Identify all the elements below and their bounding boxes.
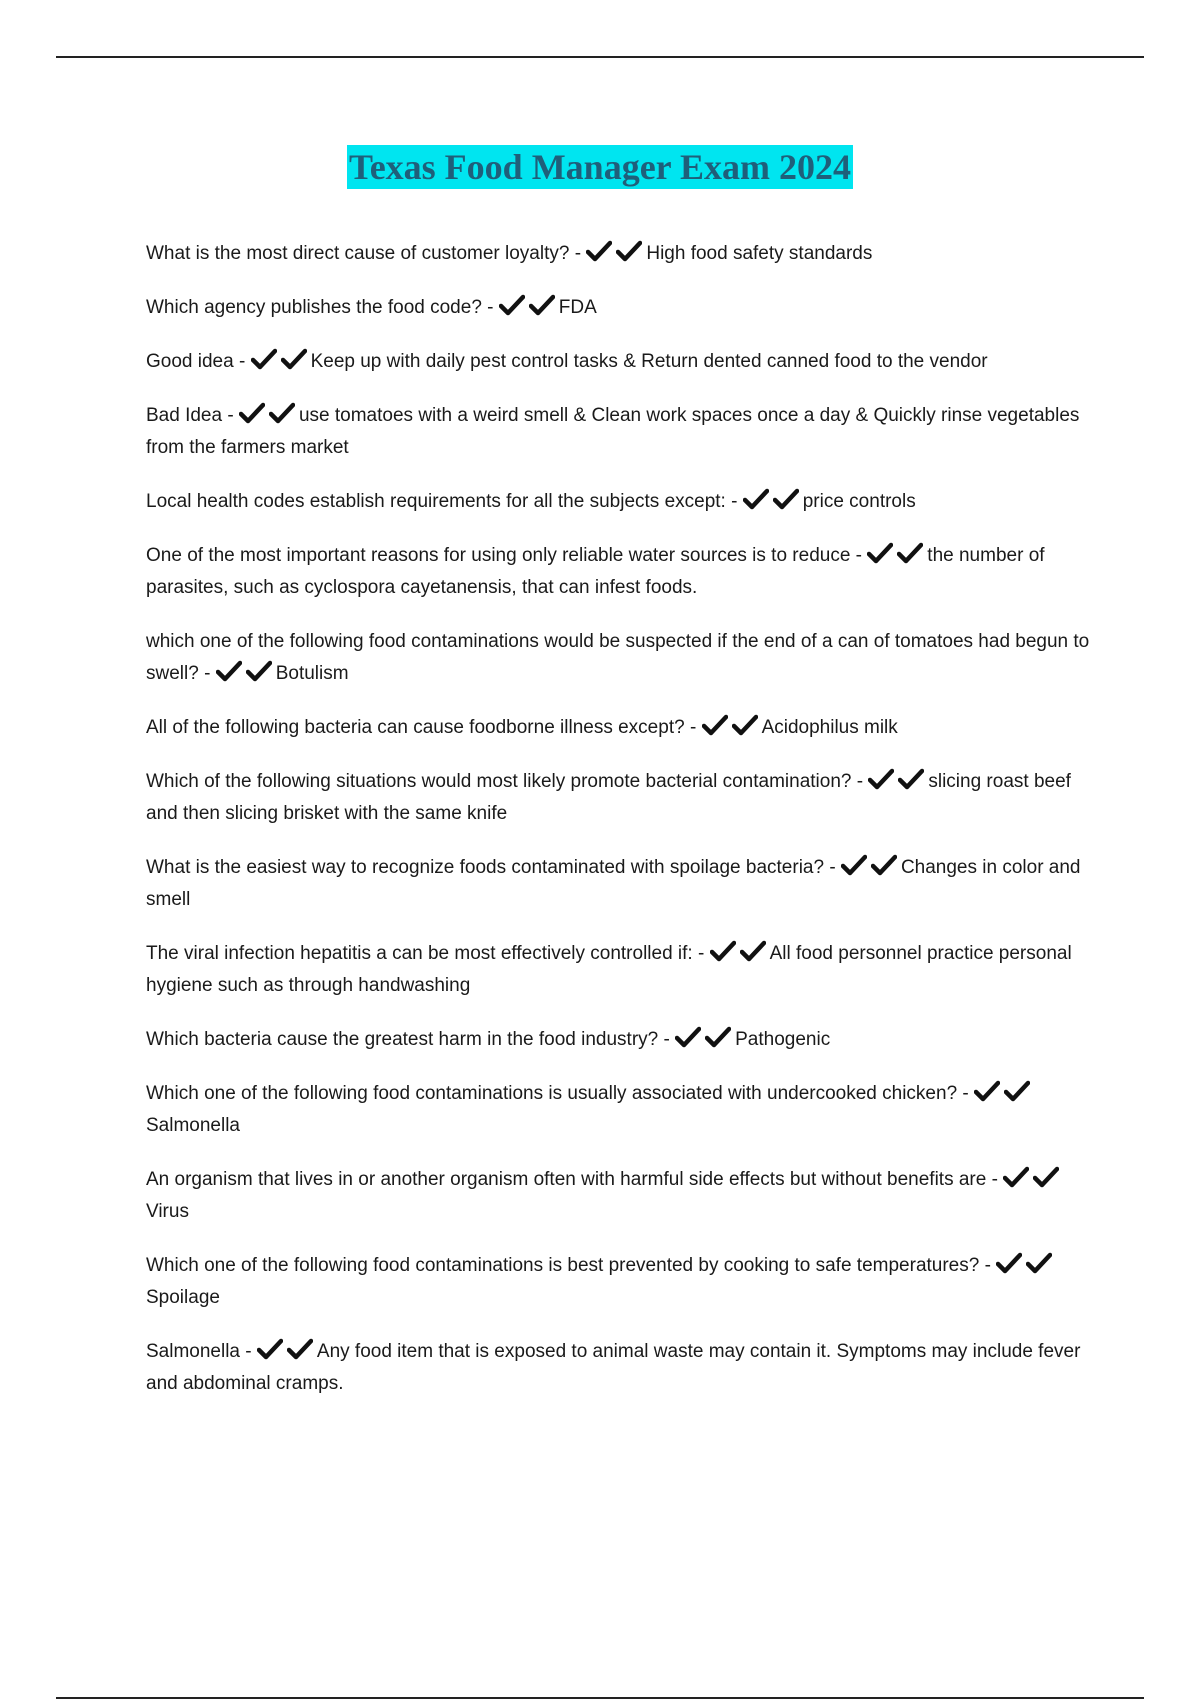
answer-text: All food personnel practice personal hygiene such as through handwashing (146, 943, 1072, 996)
qa-item (146, 712, 1096, 744)
qa-item (146, 1024, 1096, 1056)
answer-marker (499, 294, 555, 316)
answer-text: the number of parasites, such as cyclospora cayetanensis, that can infest foods. (146, 545, 1045, 598)
answer-marker (586, 240, 642, 262)
check-mark-icon (710, 940, 736, 962)
qa-item (146, 540, 1096, 604)
check-mark-icon (269, 402, 295, 424)
answer-marker (702, 714, 758, 736)
qa-item (146, 626, 1096, 690)
check-mark-icon (1004, 1080, 1030, 1102)
check-mark-icon (732, 714, 758, 736)
check-mark-icon (871, 854, 897, 876)
check-mark-icon (974, 1080, 1000, 1102)
check-mark-icon (773, 488, 799, 510)
qa-item (146, 938, 1096, 1002)
question-separator: - (986, 1169, 1004, 1190)
answer-marker (841, 854, 897, 876)
check-mark-icon (586, 240, 612, 262)
question-text: Which one of the following food contaminations is usually associated with undercooked chicken? (146, 1083, 958, 1104)
answer-marker (1003, 1166, 1059, 1188)
question-text: What is the easiest way to recognize foods contaminated with spoilage bacteria? (146, 857, 825, 878)
question-text: An organism that lives in or another organism often with harmful side effects but without benefits are (146, 1169, 987, 1190)
question-separator: - (979, 1255, 997, 1276)
qa-item (146, 486, 1096, 518)
check-mark-icon (740, 940, 766, 962)
question-text: Salmonella (146, 1341, 240, 1362)
check-mark-icon (257, 1338, 283, 1360)
answer-text: Acidophilus milk (761, 717, 898, 738)
answer-marker (251, 348, 307, 370)
question-text: One of the most important reasons for using only reliable water sources is to reduce (146, 545, 851, 566)
answer-text: use tomatoes with a weird smell & Clean work spaces once a day & Quickly rinse vegetables from the farmers market (146, 405, 1080, 458)
answer-text: Pathogenic (735, 1029, 831, 1050)
question-text: Which one of the following food contaminations is best prevented by cooking to safe temperatures? (146, 1255, 980, 1276)
answer-marker (257, 1338, 313, 1360)
answer-marker (867, 542, 923, 564)
question-text: What is the most direct cause of customer loyalty? (146, 243, 570, 264)
question-text: All of the following bacteria can cause foodborne illness except? (146, 717, 685, 738)
check-mark-icon (675, 1026, 701, 1048)
question-separator: - (692, 943, 710, 964)
question-separator: - (957, 1083, 975, 1104)
check-mark-icon (1026, 1252, 1052, 1274)
answer-text: High food safety standards (646, 243, 873, 264)
answer-text: Spoilage (146, 1287, 220, 1308)
qa-item (146, 238, 1096, 270)
qa-item (146, 292, 1096, 324)
check-mark-icon (529, 294, 555, 316)
qa-list (146, 238, 1096, 1422)
question-separator: - (198, 663, 216, 684)
answer-marker (216, 660, 272, 682)
check-mark-icon (246, 660, 272, 682)
qa-item (146, 400, 1096, 464)
qa-item (146, 766, 1096, 830)
check-mark-icon (499, 294, 525, 316)
question-separator: - (233, 351, 251, 372)
question-separator: - (850, 545, 868, 566)
question-text: Good idea (146, 351, 234, 372)
question-text: Which bacteria cause the greatest harm in the food industry? (146, 1029, 659, 1050)
check-mark-icon (287, 1338, 313, 1360)
question-text: The viral infection hepatitis a can be most effectively controlled if: (146, 943, 693, 964)
question-separator: - (240, 1341, 257, 1362)
answer-text: FDA (558, 297, 597, 318)
qa-item (146, 1164, 1096, 1228)
answer-marker (239, 402, 295, 424)
answer-marker (710, 940, 766, 962)
answer-text: price controls (802, 491, 916, 512)
qa-item (146, 1336, 1096, 1400)
answer-text: slicing roast beef and then slicing brisket with the same knife (146, 771, 1071, 824)
check-mark-icon (702, 714, 728, 736)
header-rule (56, 56, 1144, 58)
answer-text: Botulism (275, 663, 349, 684)
check-mark-icon (996, 1252, 1022, 1274)
answer-marker (868, 768, 924, 790)
answer-text: Keep up with daily pest control tasks & Return dented canned food to the vendor (310, 351, 988, 372)
question-text: Which agency publishes the food code? (146, 297, 482, 318)
check-mark-icon (616, 240, 642, 262)
qa-item (146, 852, 1096, 916)
page-title: Texas Food Manager Exam 2024 (348, 147, 851, 187)
check-mark-icon (239, 402, 265, 424)
check-mark-icon (1033, 1166, 1059, 1188)
question-text: Bad Idea (146, 405, 223, 426)
answer-text: Changes in color and smell (146, 857, 1081, 910)
check-mark-icon (1003, 1166, 1029, 1188)
question-separator: - (851, 771, 869, 792)
question-text: Which of the following situations would most likely promote bacterial contamination? (146, 771, 852, 792)
footer-rule (56, 1697, 1144, 1699)
answer-marker (743, 488, 799, 510)
qa-item (146, 1078, 1096, 1142)
check-mark-icon (281, 348, 307, 370)
check-mark-icon (705, 1026, 731, 1048)
answer-text: Any food item that is exposed to animal waste may contain it. Symptoms may include fever and abdominal cramps. (146, 1341, 1081, 1394)
check-mark-icon (898, 768, 924, 790)
answer-marker (675, 1026, 731, 1048)
question-text: Local health codes establish requirements for all the subjects except: (146, 491, 726, 512)
question-separator: - (725, 491, 743, 512)
answer-text: Salmonella (146, 1115, 240, 1136)
check-mark-icon (897, 542, 923, 564)
question-separator: - (222, 405, 239, 426)
title-wrap (0, 145, 1200, 189)
answer-text: Virus (146, 1201, 189, 1222)
check-mark-icon (841, 854, 867, 876)
question-text: which one of the following food contaminations would be suspected if the end of a can of tomatoes had begun to swell? (146, 631, 1090, 684)
check-mark-icon (868, 768, 894, 790)
answer-marker (996, 1252, 1052, 1274)
question-separator: - (824, 857, 841, 878)
qa-item (146, 346, 1096, 378)
question-separator: - (569, 243, 587, 264)
check-mark-icon (867, 542, 893, 564)
question-separator: - (684, 717, 702, 738)
answer-marker (974, 1080, 1030, 1102)
check-mark-icon (743, 488, 769, 510)
check-mark-icon (216, 660, 242, 682)
question-separator: - (658, 1029, 676, 1050)
question-separator: - (481, 297, 499, 318)
check-mark-icon (251, 348, 277, 370)
qa-item (146, 1250, 1096, 1314)
